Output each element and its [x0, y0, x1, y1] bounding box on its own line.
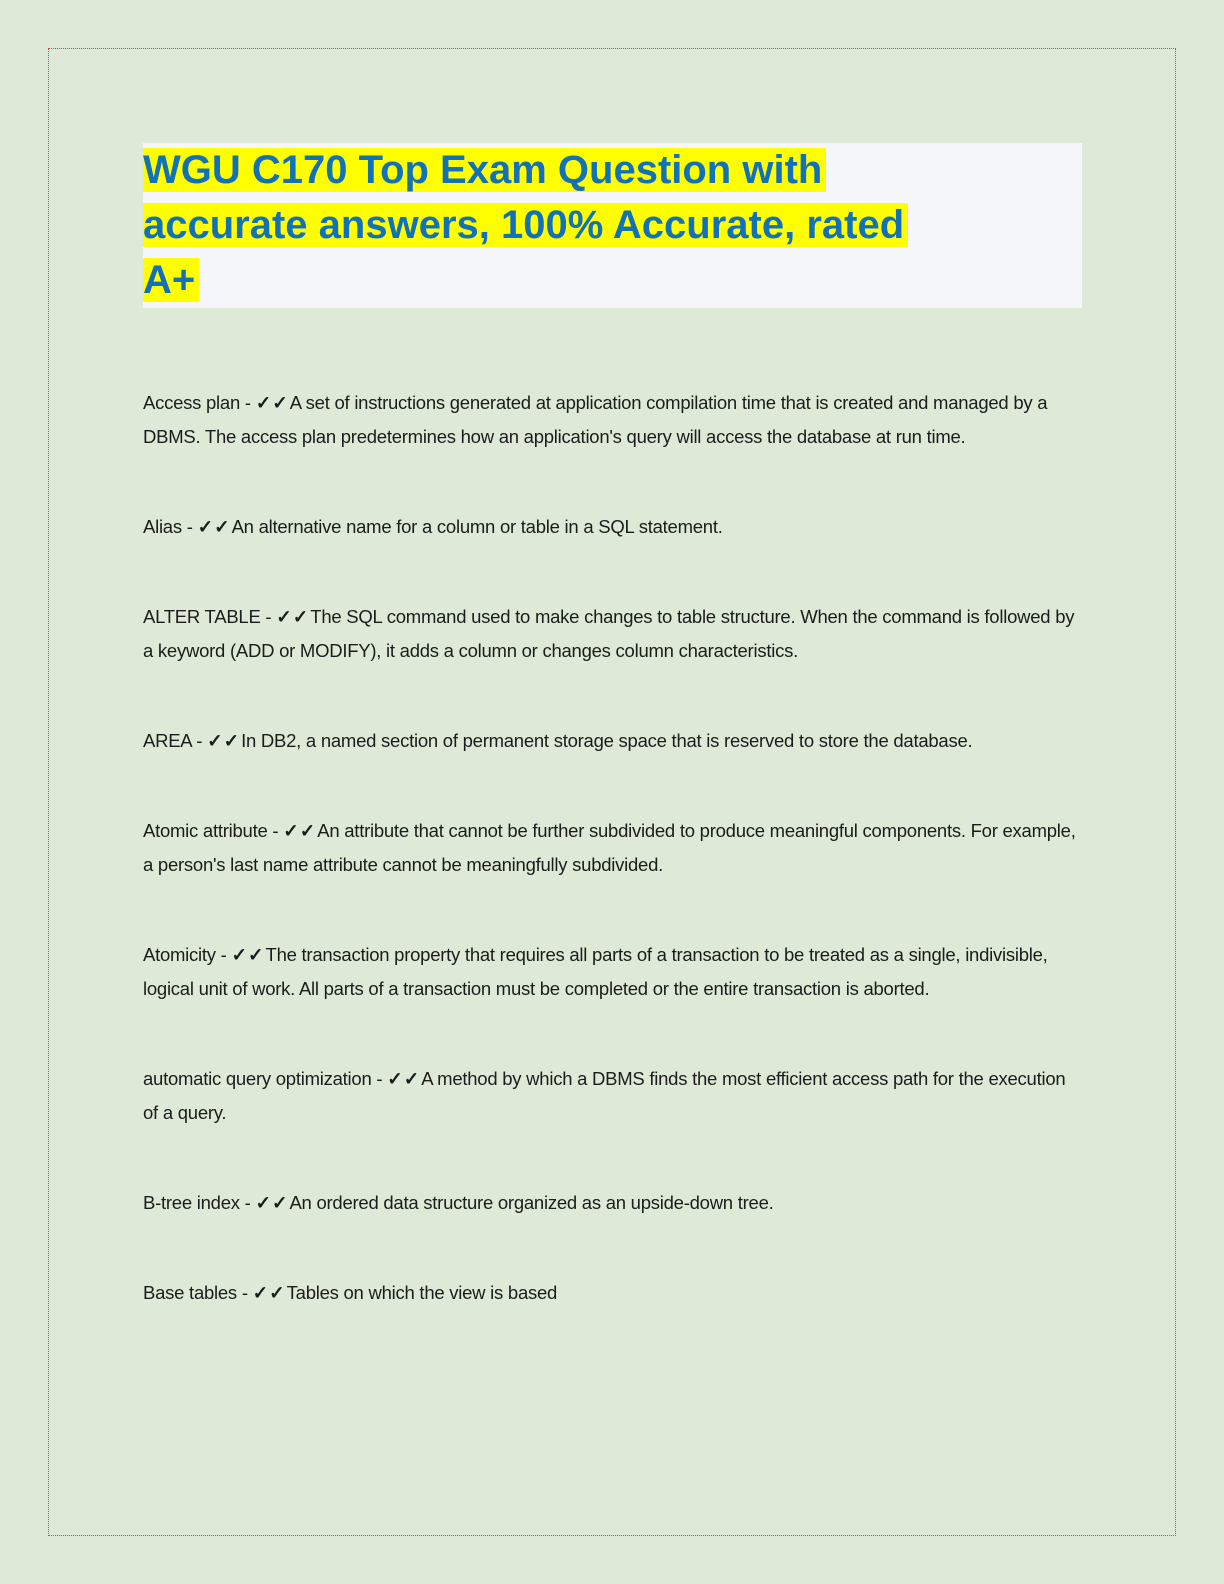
term: Atomic attribute — [143, 820, 268, 841]
checkmark-icons: ✓✓ — [207, 730, 241, 751]
term: AREA — [143, 730, 192, 751]
definition: Tables on which the view is based — [286, 1282, 558, 1303]
checkmark-icons: ✓✓ — [255, 392, 289, 413]
definition: In DB2, a named section of permanent storage space that is reserved to store the database. — [241, 730, 973, 751]
title-line-3-text: A+ — [143, 258, 199, 302]
separator: - — [215, 944, 232, 965]
checkmark-icons: ✓✓ — [231, 944, 265, 965]
separator: - — [236, 1282, 253, 1303]
checkmark-icons: ✓✓ — [276, 606, 310, 627]
title-line-1-text: WGU C170 Top Exam Question with — [143, 148, 826, 192]
checkmark-icons: ✓✓ — [255, 1192, 289, 1213]
title-line-2-text: accurate answers, 100% Accurate, rated — [143, 203, 908, 247]
separator: - — [267, 820, 284, 841]
definition: The SQL command used to make changes to table structure. When the command is followed by a keyword (ADD or MODIFY), it adds a column or changes column characteristics. — [143, 606, 1075, 661]
definition-entry — [143, 1186, 1083, 1220]
checkmark-icons: ✓✓ — [197, 516, 231, 537]
term: Base tables — [143, 1282, 237, 1303]
title-line-3 — [143, 253, 1082, 308]
term: automatic query optimization — [143, 1068, 372, 1089]
term: ALTER TABLE — [143, 606, 261, 627]
separator: - — [240, 392, 256, 413]
separator: - — [181, 516, 198, 537]
definition: An ordered data structure organized as an upside-down tree. — [289, 1192, 774, 1213]
definition-entry — [143, 1276, 1083, 1310]
definition: A set of instructions generated at application compilation time that is created and managed by a DBMS. The access plan predetermines how an application's query will access the database at run time. — [143, 392, 1048, 447]
separator: - — [191, 730, 208, 751]
definition: A method by which a DBMS finds the most efficient access path for the execution of a query. — [143, 1068, 1066, 1123]
definition: An alternative name for a column or table in a SQL statement. — [231, 516, 723, 537]
term: Alias — [143, 516, 182, 537]
title-line-1 — [143, 143, 1082, 198]
definition-entry — [143, 1062, 1083, 1130]
term: Atomicity — [143, 944, 216, 965]
separator: - — [371, 1068, 388, 1089]
definition-entry — [143, 510, 1083, 544]
title-line-2 — [143, 198, 1082, 253]
checkmark-icons: ✓✓ — [283, 820, 317, 841]
separator: - — [239, 1192, 256, 1213]
term: Access plan — [143, 392, 240, 413]
term: B-tree index — [143, 1192, 240, 1213]
definition-entry — [143, 814, 1083, 882]
definition-entry — [143, 386, 1083, 454]
definition-list — [143, 386, 1083, 1366]
separator: - — [260, 606, 277, 627]
definition: An attribute that cannot be further subdivided to produce meaningful components. For example, a person's last name attribute cannot be meaningfully subdivided. — [143, 820, 1076, 875]
checkmark-icons: ✓✓ — [252, 1282, 286, 1303]
definition-entry — [143, 724, 1083, 758]
definition-entry — [143, 600, 1083, 668]
document-title — [143, 143, 1082, 308]
definition: The transaction property that requires all parts of a transaction to be treated as a single, indivisible, logical unit of work. All parts of a transaction must be completed or the entire transaction is aborted. — [143, 944, 1048, 999]
checkmark-icons: ✓✓ — [387, 1068, 421, 1089]
definition-entry — [143, 938, 1083, 1006]
